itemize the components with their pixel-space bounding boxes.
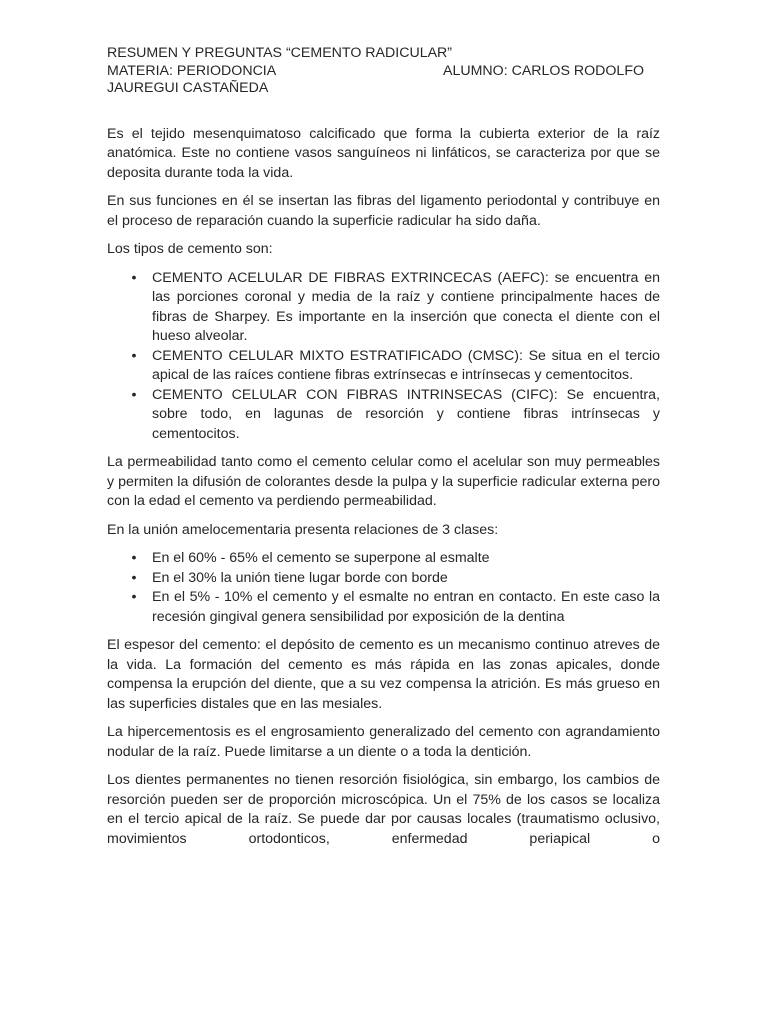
paragraph-resorption: Los dientes permanentes no tienen resorción fisiológica, sin embargo, los cambios de resorción pueden ser de proporción microscópica. Un el 75% de los casos se localiza en el tercio apical de la raíz. Se puede dar por causas locales (traumatismo oclusivo, movimientos ortodonticos, enfermedad periapical o: [107, 772, 660, 847]
junction-relations-list: [107, 549, 660, 627]
list-item: [107, 347, 660, 386]
list-item: [107, 549, 660, 569]
bullet-icon: •: [131, 589, 137, 605]
list-item: [107, 386, 660, 445]
bullet-icon: •: [131, 550, 137, 566]
list-item-text: CEMENTO CELULAR MIXTO ESTRATIFICADO (CMSC): Se situa en el tercio apical de las raíces contiene fibras extrínsecas e intrínsecas y cementocitos.: [152, 347, 660, 383]
subject-label: MATERIA: PERIODONCIA: [107, 62, 277, 79]
paragraph-types-intro: Los tipos de cemento son:: [107, 241, 273, 257]
document-page: [107, 45, 660, 849]
list-item: [107, 569, 660, 589]
bullet-icon: •: [131, 269, 137, 286]
paragraph-hypercementosis: La hipercementosis es el engrosamiento generalizado del cemento con agrandamiento nodular de la raíz. Puede limitarse a un diente o a toda la dentición.: [107, 724, 660, 760]
list-item-text: CEMENTO CELULAR CON FIBRAS INTRINSECAS (CIFC): Se encuentra, sobre todo, en lagunas de resorción y contiene fibras intrínsecas y cementocitos.: [152, 386, 660, 442]
bullet-icon: •: [131, 347, 137, 364]
document-title: RESUMEN Y PREGUNTAS “CEMENTO RADICULAR”: [107, 45, 453, 61]
paragraph-functions: En sus funciones en él se insertan las fibras del ligamento periodontal y contribuye en el proceso de reparación cuando la superficie radicular ha sido daña.: [107, 193, 660, 229]
list-item: [107, 269, 660, 347]
student-label: ALUMNO: CARLOS RODOLFO: [443, 62, 645, 79]
student-name-continued: JAUREGUI CASTAÑEDA: [107, 80, 269, 96]
paragraph-permeability: La permeabilidad tanto como el cemento celular como el acelular son muy permeables y permiten la difusión de colorantes desde la pulpa y la superficie radicular externa pero con la edad el cemento va perdiendo permeabilidad.: [107, 454, 660, 509]
list-item-text: En el 30% la unión tiene lugar borde con borde: [152, 569, 448, 586]
list-item-text: CEMENTO ACELULAR DE FIBRAS EXTRINCECAS (AEFC): se encuentra en las porciones coronal y media de la raíz y contiene principalmente haces de fibras de Sharpey. Es importante en la inserción que conecta el diente con el hueso alveolar.: [152, 269, 660, 344]
bullet-icon: •: [131, 569, 137, 586]
paragraph-junction-intro: En la unión amelocementaria presenta relaciones de 3 clases:: [107, 521, 499, 538]
list-item-text: En el 60% - 65% el cemento se superpone al esmalte: [152, 550, 490, 566]
cement-types-list: [107, 269, 660, 445]
paragraph-definition: Es el tejido mesenquimatoso calcificado que forma la cubierta exterior de la raíz anatómica. Este no contiene vasos sanguíneos ni linfáticos, se caracteriza por que se deposita durante toda la vida.: [107, 125, 660, 181]
list-item-text: En el 5% - 10% el cemento y el esmalte no entran en contacto. En este caso la recesión gingival genera sensibilidad por exposición de la dentina: [152, 589, 660, 625]
header-row: [107, 63, 660, 81]
bullet-icon: •: [131, 386, 137, 403]
list-item: [107, 588, 660, 627]
paragraph-thickness: El espesor del cemento: el depósito de cemento es un mecanismo continuo atreves de la vida. La formación del cemento es más rápida en las zonas apicales, donde compensa la erupción del diente, que a su vez compensa la atrición. Es más grueso en las superficies distales que en las mesiales.: [107, 637, 660, 712]
document-header: [107, 45, 660, 98]
